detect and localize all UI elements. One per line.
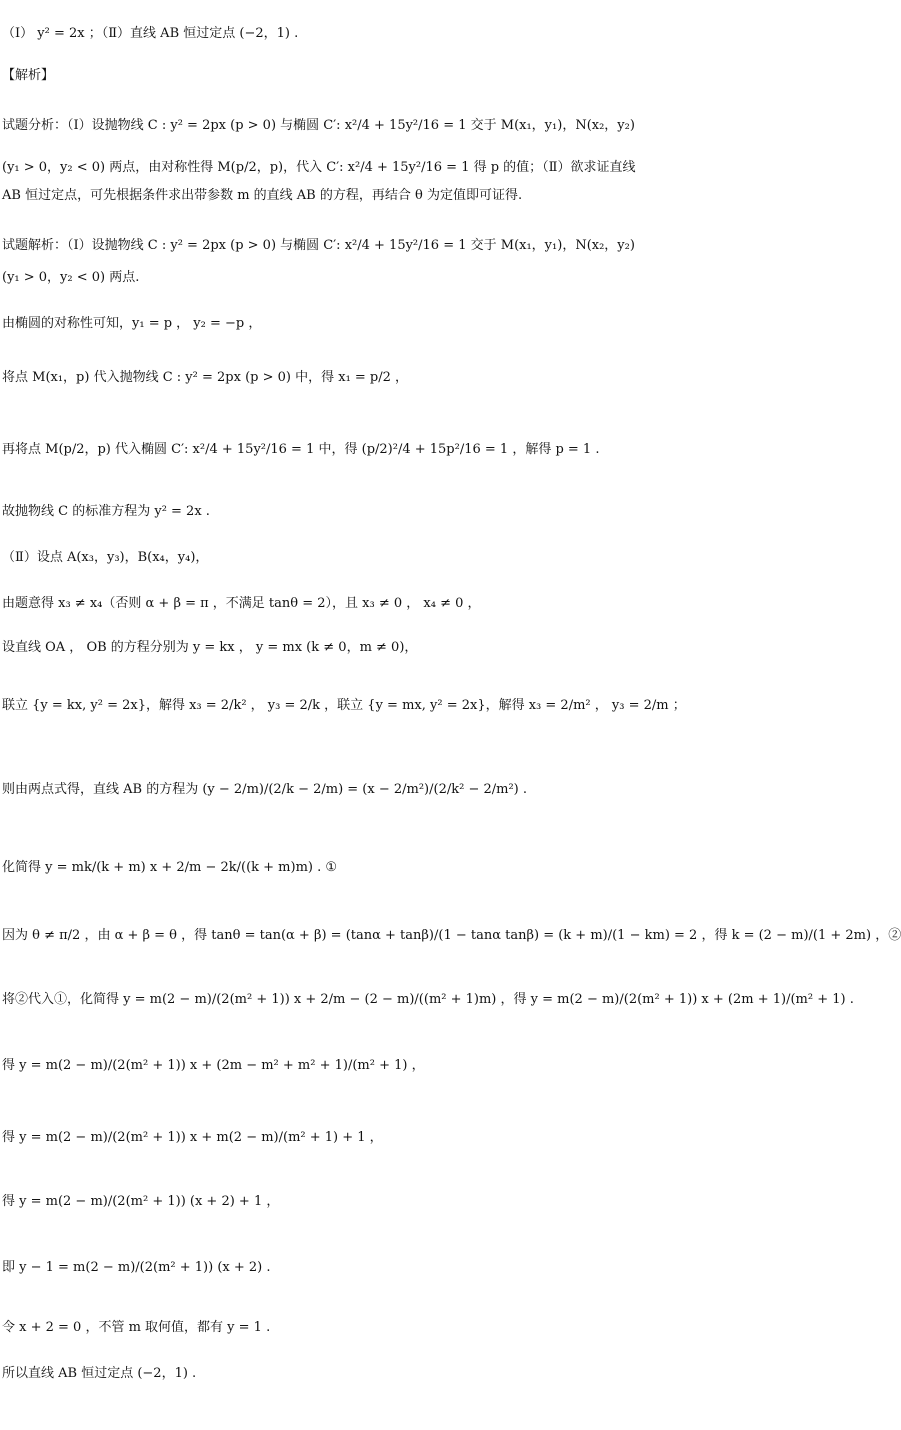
answer-summary: （Ⅰ） y² = 2x ；（Ⅱ）直线 AB 恒过定点 (−2，1) . <box>2 26 299 41</box>
analysis-line-1: 试题分析：（Ⅰ）设抛物线 C : y² = 2px (p > 0) 与椭圆 C′: x²/4 + 15y²/16 = 1 交于 M(x₁，y₁)，N(x₂，y₂) <box>2 118 635 133</box>
solution-line-5: 再将点 M(p/2，p) 代入椭圆 C′: x²/4 + 15y²/16 = 1 中，得 (p/2)²/4 + 15p²/16 = 1 ，解得 p = 1 . <box>2 442 600 457</box>
substitution-line: 将②代入①，化简得 y = m(2 − m)/(2(m² + 1)) x + 2/m − (2 − m)/((m² + 1)m) ，得 y = m(2 − m)/(2(m² + 1)) x + (2m + 1)/(m² + 1) . <box>2 992 854 1007</box>
equation-one-line: 化简得 y = mk/(k + m) x + 2/m − 2k/((k + m)m) . ① <box>2 860 338 875</box>
simplify-line-3: 得 y = m(2 − m)/(2(m² + 1)) (x + 2) + 1 ， <box>2 1194 280 1209</box>
simplify-line-1: 得 y = m(2 − m)/(2(m² + 1)) x + (2m − m² + m² + 1)/(m² + 1) ， <box>2 1058 425 1073</box>
part-two-line-4: 联立 {y = kx, y² = 2x}，解得 x₃ = 2/k² ， y₃ = 2/k ，联立 {y = mx, y² = 2x}，解得 x₃ = 2/m² ， y₃ = 2/m ； <box>2 698 686 713</box>
simplify-line-2: 得 y = m(2 − m)/(2(m² + 1)) x + m(2 − m)/(m² + 1) + 1 ， <box>2 1130 383 1145</box>
section-heading-analysis: 【解析】 <box>2 68 55 83</box>
simplify-line-4: 即 y − 1 = m(2 − m)/(2(m² + 1)) (x + 2) . <box>2 1260 271 1275</box>
conclusion-line: 所以直线 AB 恒过定点 (−2，1) . <box>2 1366 197 1381</box>
equation-two-line: 因为 θ ≠ π/2 ，由 α + β = θ ，得 tanθ = tan(α + β) = (tanα + tanβ)/(1 − tanα tanβ) = (k + m)/(1 − km) = 2 ，得 k = (2 − m)/(1 + 2m) ，② <box>2 928 901 943</box>
solution-line-2: (y₁ > 0，y₂ < 0) 两点. <box>2 270 140 285</box>
solution-line-6: 故抛物线 C 的标准方程为 y² = 2x . <box>2 504 210 519</box>
fixed-point-condition: 令 x + 2 = 0 ，不管 m 取何值，都有 y = 1 . <box>2 1320 271 1335</box>
part-two-line-2: 由题意得 x₃ ≠ x₄（否则 α + β = π ，不满足 tanθ = 2），且 x₃ ≠ 0 ， x₄ ≠ 0 ， <box>2 596 481 611</box>
part-two-line-3: 设直线 OA ， OB 的方程分别为 y = kx ， y = mx (k ≠ 0，m ≠ 0)， <box>2 640 418 655</box>
solution-line-1: 试题解析：（Ⅰ）设抛物线 C : y² = 2px (p > 0) 与椭圆 C′: x²/4 + 15y²/16 = 1 交于 M(x₁，y₁)，N(x₂，y₂) <box>2 238 635 253</box>
part-two-line-5: 则由两点式得，直线 AB 的方程为 (y − 2/m)/(2/k − 2/m) = (x − 2/m²)/(2/k² − 2/m²) . <box>2 782 528 797</box>
part-two-line-1: （Ⅱ）设点 A(x₃，y₃)，B(x₄，y₄)， <box>2 550 209 565</box>
solution-line-4: 将点 M(x₁，p) 代入抛物线 C : y² = 2px (p > 0) 中，得 x₁ = p/2 ， <box>2 370 409 385</box>
analysis-line-2: (y₁ > 0，y₂ < 0) 两点，由对称性得 M(p/2，p)，代入 C′: x²/4 + 15y²/16 = 1 得 p 的值；（Ⅱ）欲求证直线 <box>2 160 636 175</box>
solution-line-3: 由椭圆的对称性可知，y₁ = p ， y₂ = −p ， <box>2 316 262 331</box>
analysis-line-3: AB 恒过定点，可先根据条件求出带参数 m 的直线 AB 的方程，再结合 θ 为定值即可证得. <box>2 188 523 203</box>
